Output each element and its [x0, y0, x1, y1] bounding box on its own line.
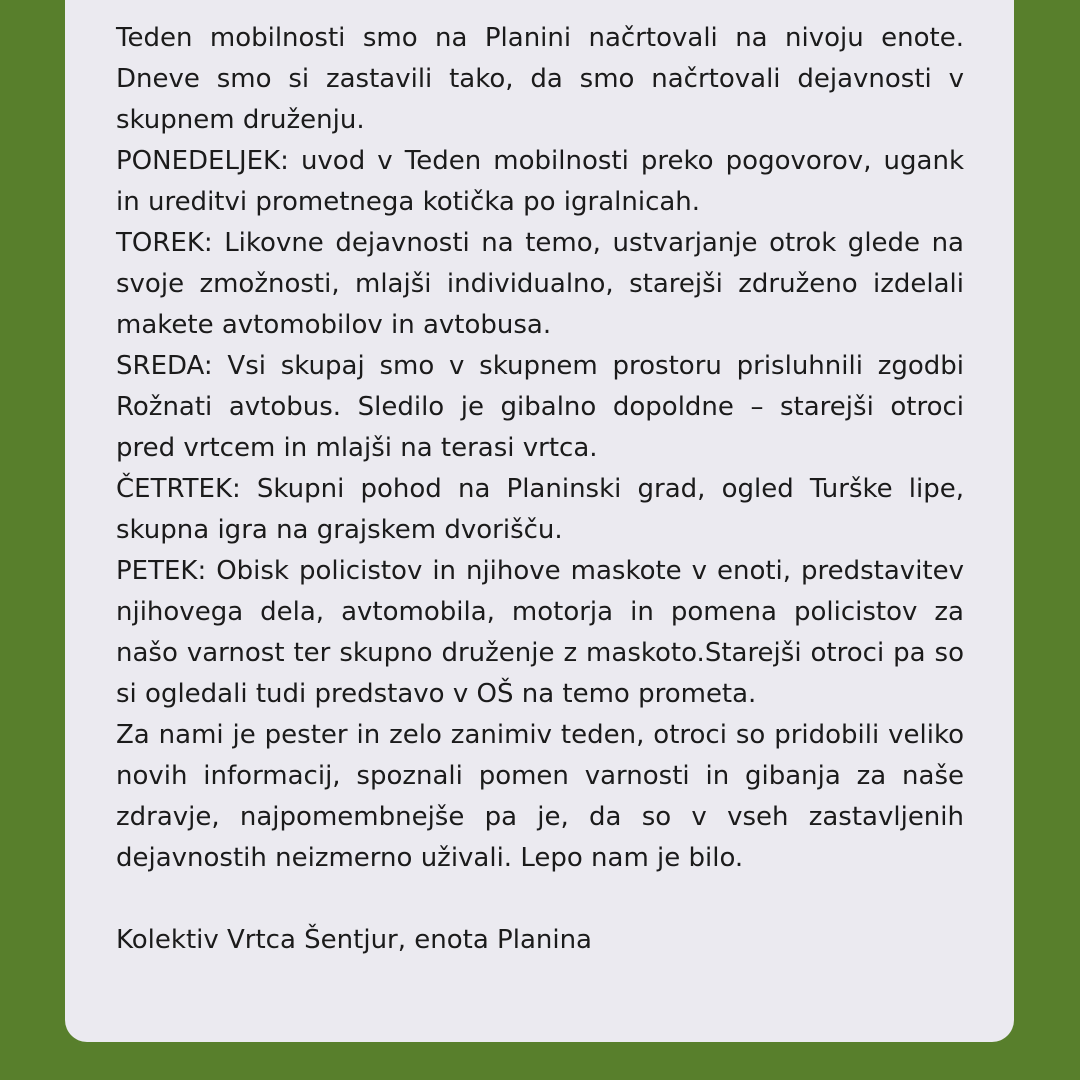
blank-line: [116, 879, 964, 920]
wednesday-paragraph: SREDA: Vsi skupaj smo v skupnem prostoru prisluhnili zgodbi Rožnati avtobus. Sledilo je gibalno dopoldne – starejši otroci pred vrtcem in mlajši na terasi vrtca.: [116, 351, 964, 463]
content-card: [65, 0, 1014, 1042]
closing-paragraph: Za nami je pester in zelo zanimiv teden, otroci so pridobili veliko novih informacij, spoznali pomen varnosti in gibanja za naše zdravje, najpomembnejše pa je, da so v vseh zastavljenih dejavnostih neizmerno uživali. Lepo nam je bilo.: [116, 720, 964, 873]
tuesday-paragraph: TOREK: Likovne dejavnosti na temo, ustvarjanje otrok glede na svoje zmožnosti, mlajši individualno, starejši združeno izdelali makete avtomobilov in avtobusa.: [116, 228, 964, 340]
signature: Kolektiv Vrtca Šentjur, enota Planina: [116, 925, 592, 955]
monday-paragraph: PONEDELJEK: uvod v Teden mobilnosti preko pogovorov, ugank in ureditvi prometnega kotička po igralnicah.: [116, 146, 964, 217]
thursday-paragraph: ČETRTEK: Skupni pohod na Planinski grad, ogled Turške lipe, skupna igra na grajskem dvorišču.: [116, 474, 964, 545]
article-body: [116, 18, 964, 961]
friday-paragraph: PETEK: Obisk policistov in njihove maskote v enoti, predstavitev njihovega dela, avtomobila, motorja in pomena policistov za našo varnost ter skupno druženje z maskoto.Starejši otroci pa so si ogledali tudi predstavo v OŠ na temo prometa.: [116, 556, 964, 709]
intro-paragraph: Teden mobilnosti smo na Planini načrtovali na nivoju enote. Dneve smo si zastavili tako, da smo načrtovali dejavnosti v skupnem druženju.: [116, 23, 964, 135]
